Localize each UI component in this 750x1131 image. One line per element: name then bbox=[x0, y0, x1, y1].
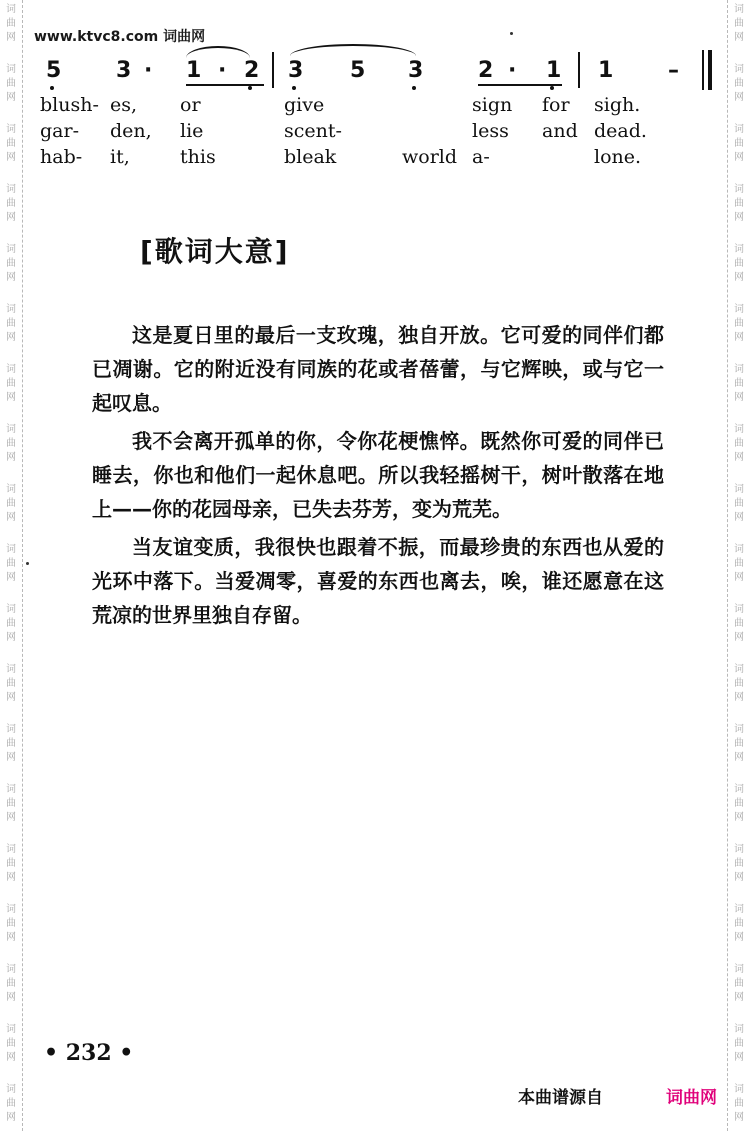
lyric-word: lone. bbox=[594, 146, 642, 168]
rail-watermark-char: 网 bbox=[6, 32, 16, 43]
rail-watermark-char: 词 bbox=[6, 184, 16, 195]
footer-source-label: 本曲谱源自 bbox=[518, 1088, 603, 1108]
rail-watermark-char: 网 bbox=[6, 692, 16, 703]
rail-watermark-char: 网 bbox=[734, 512, 744, 523]
rail-watermark-char: 网 bbox=[734, 272, 744, 283]
rail-watermark-char: 网 bbox=[734, 872, 744, 883]
score-note: 1 bbox=[598, 58, 614, 83]
paragraph: 这是夏日里的最后一支玫瑰，独自开放。它可爱的同伴们都已凋谢。它的附近没有同族的花或者蓓蕾，与它辉映，或与它一起叹息。 bbox=[92, 323, 664, 415]
rail-watermark-char: 词 bbox=[6, 964, 16, 975]
rail-watermark-char: 词 bbox=[734, 484, 744, 495]
rail-watermark-char: 词 bbox=[734, 424, 744, 435]
rail-watermark-char: 词 bbox=[734, 844, 744, 855]
rail-watermark-char: 词 bbox=[6, 784, 16, 795]
score-note: 3 bbox=[288, 58, 304, 83]
rail-watermark-char: 网 bbox=[734, 1052, 744, 1063]
rail-watermark-char: 曲 bbox=[734, 138, 744, 149]
rail-watermark-char: 网 bbox=[6, 812, 16, 823]
score-note: 1 bbox=[186, 58, 202, 83]
rail-watermark-char: 词 bbox=[6, 544, 16, 555]
rail-watermark-char: 曲 bbox=[734, 498, 744, 509]
scan-speck bbox=[510, 32, 513, 35]
lyric-word: world bbox=[402, 146, 458, 168]
lyric-word: lie bbox=[180, 120, 204, 142]
rail-watermark-char: 词 bbox=[734, 964, 744, 975]
rail-watermark-char: 词 bbox=[6, 844, 16, 855]
rail-watermark-char: 网 bbox=[734, 932, 744, 943]
rail-watermark-char: 曲 bbox=[734, 438, 744, 449]
rail-watermark-char: 曲 bbox=[734, 618, 744, 629]
lyric-word: dead. bbox=[594, 120, 647, 142]
slur bbox=[186, 46, 250, 58]
lyric-word: blush- bbox=[40, 94, 99, 116]
rail-watermark-char: 网 bbox=[6, 1052, 16, 1063]
rail-watermark-char: 词 bbox=[6, 64, 16, 75]
octave-dot bbox=[50, 86, 54, 90]
rail-watermark-char: 曲 bbox=[6, 318, 16, 329]
music-score bbox=[38, 40, 728, 180]
rail-watermark-char: 词 bbox=[734, 244, 744, 255]
lyric-word: den, bbox=[110, 120, 152, 142]
rail-watermark-char: 词 bbox=[734, 784, 744, 795]
rail-watermark-char: 曲 bbox=[734, 738, 744, 749]
rail-watermark-char: 网 bbox=[6, 632, 16, 643]
rail-watermark-char: 曲 bbox=[6, 1038, 16, 1049]
barline bbox=[578, 52, 580, 88]
rail-watermark-char: 词 bbox=[6, 4, 16, 15]
rail-watermark-char: 网 bbox=[6, 512, 16, 523]
barline bbox=[702, 50, 704, 90]
lyric-word: hab- bbox=[40, 146, 83, 168]
octave-dot bbox=[292, 86, 296, 90]
rail-watermark-char: 曲 bbox=[734, 858, 744, 869]
rail-watermark-char: 曲 bbox=[734, 1038, 744, 1049]
barline bbox=[272, 52, 274, 88]
scan-speck bbox=[26, 562, 29, 565]
rail-watermark-char: 词 bbox=[734, 64, 744, 75]
rail-watermark-char: 词 bbox=[734, 1084, 744, 1095]
rail-watermark-char: 网 bbox=[734, 992, 744, 1003]
rail-watermark-char: 词 bbox=[6, 1024, 16, 1035]
lyric-word: and bbox=[542, 120, 578, 142]
rail-watermark-char: 词 bbox=[734, 544, 744, 555]
rail-watermark-char: 网 bbox=[734, 452, 744, 463]
rail-watermark-char: 词 bbox=[6, 124, 16, 135]
rail-watermark-char: 网 bbox=[734, 572, 744, 583]
lyrics-meaning-text bbox=[92, 318, 664, 632]
paragraph: 当友谊变质，我很快也跟着不振，而最珍贵的东西也从爱的光环中落下。当爱凋零，喜爱的东西也离去，唉，谁还愿意在这荒凉的世界里独自存留。 bbox=[92, 535, 664, 627]
rail-watermark-char: 网 bbox=[6, 752, 16, 763]
rail-watermark-char: 曲 bbox=[6, 198, 16, 209]
rail-watermark-char: 曲 bbox=[6, 978, 16, 989]
rail-watermark-char: 曲 bbox=[6, 18, 16, 29]
rail-watermark-char: 网 bbox=[6, 212, 16, 223]
score-note: · bbox=[218, 58, 227, 83]
rail-watermark-char: 曲 bbox=[734, 678, 744, 689]
rail-watermark-char: 曲 bbox=[734, 918, 744, 929]
rail-watermark-char: 网 bbox=[734, 812, 744, 823]
rail-watermark-char: 曲 bbox=[6, 1098, 16, 1109]
rail-watermark-char: 曲 bbox=[6, 798, 16, 809]
rail-watermark-char: 词 bbox=[6, 484, 16, 495]
lyric-word: es, bbox=[110, 94, 138, 116]
rail-watermark-char: 曲 bbox=[6, 678, 16, 689]
rail-watermark-char: 曲 bbox=[734, 558, 744, 569]
lyric-word: gar- bbox=[40, 120, 79, 142]
rail-watermark-char: 曲 bbox=[6, 858, 16, 869]
final-barline bbox=[708, 50, 712, 90]
lyric-word: sigh. bbox=[594, 94, 641, 116]
lyric-word: give bbox=[284, 94, 325, 116]
rail-watermark-char: 词 bbox=[6, 244, 16, 255]
rail-watermark-char: 词 bbox=[6, 664, 16, 675]
page-number: • 232 • bbox=[44, 1040, 134, 1066]
rail-watermark-char: 曲 bbox=[734, 978, 744, 989]
octave-dot bbox=[248, 86, 252, 90]
rail-watermark-char: 曲 bbox=[734, 378, 744, 389]
lyric-word: less bbox=[472, 120, 509, 142]
rail-watermark-char: 网 bbox=[6, 1112, 16, 1123]
score-note: 3 bbox=[116, 58, 132, 83]
rail-watermark-char: 网 bbox=[734, 32, 744, 43]
rail-watermark-char: 曲 bbox=[734, 1098, 744, 1109]
rail-watermark-char: 网 bbox=[6, 392, 16, 403]
rail-watermark-char: 网 bbox=[6, 272, 16, 283]
rail-watermark-char: 网 bbox=[6, 92, 16, 103]
rail-watermark-char: 词 bbox=[6, 304, 16, 315]
rail-watermark-char: 网 bbox=[734, 1112, 744, 1123]
rail-watermark-char: 网 bbox=[734, 392, 744, 403]
rail-watermark-char: 词 bbox=[6, 904, 16, 915]
rail-watermark-char: 词 bbox=[734, 904, 744, 915]
beat-underline bbox=[478, 84, 562, 86]
rail-watermark-char: 词 bbox=[734, 124, 744, 135]
score-note: 5 bbox=[46, 58, 62, 83]
rail-watermark-char: 词 bbox=[734, 724, 744, 735]
paragraph: 我不会离开孤单的你，令你花梗憔悴。既然你可爱的同伴已睡去，你也和他们一起休息吧。所以我轻摇树干，树叶散落在地上——你的花园母亲，已失去芬芳，变为荒芜。 bbox=[92, 429, 664, 521]
rail-watermark-char: 曲 bbox=[734, 18, 744, 29]
lyric-word: bleak bbox=[284, 146, 337, 168]
rail-watermark-char: 曲 bbox=[6, 738, 16, 749]
rail-watermark-char: 词 bbox=[6, 1084, 16, 1095]
rail-watermark-char: 网 bbox=[734, 692, 744, 703]
rail-watermark-char: 词 bbox=[6, 724, 16, 735]
section-title: [歌词大意] bbox=[140, 235, 290, 268]
rail-watermark-char: 网 bbox=[734, 92, 744, 103]
score-note: – bbox=[668, 58, 679, 83]
rail-watermark-char: 曲 bbox=[734, 198, 744, 209]
rail-watermark-char: 网 bbox=[6, 932, 16, 943]
rail-watermark-char: 曲 bbox=[734, 78, 744, 89]
rail-watermark-char: 曲 bbox=[6, 498, 16, 509]
beat-underline bbox=[186, 84, 264, 86]
rail-watermark-char: 曲 bbox=[6, 558, 16, 569]
rail-watermark-char: 词 bbox=[734, 4, 744, 15]
rail-watermark-char: 曲 bbox=[6, 138, 16, 149]
lyric-word: a- bbox=[472, 146, 490, 168]
octave-dot bbox=[412, 86, 416, 90]
rail-watermark-char: 网 bbox=[6, 452, 16, 463]
rail-watermark-char: 词 bbox=[6, 604, 16, 615]
lyric-word: for bbox=[542, 94, 570, 116]
score-note: 5 bbox=[350, 58, 366, 83]
rail-watermark-char: 曲 bbox=[6, 258, 16, 269]
rail-watermark-char: 词 bbox=[734, 184, 744, 195]
rail-watermark-char: 网 bbox=[6, 572, 16, 583]
rail-watermark-char: 网 bbox=[734, 152, 744, 163]
lyric-word: or bbox=[180, 94, 201, 116]
rail-watermark-char: 词 bbox=[734, 604, 744, 615]
rail-watermark-char: 网 bbox=[6, 872, 16, 883]
score-note: 2 bbox=[478, 58, 494, 83]
lyric-word: this bbox=[180, 146, 216, 168]
score-note: 3 bbox=[408, 58, 424, 83]
score-note: 2 bbox=[244, 58, 260, 83]
right-margin-rail bbox=[727, 0, 750, 1131]
lyric-word: sign bbox=[472, 94, 513, 116]
rail-watermark-char: 词 bbox=[734, 664, 744, 675]
rail-watermark-char: 曲 bbox=[6, 438, 16, 449]
rail-watermark-char: 网 bbox=[6, 332, 16, 343]
rail-watermark-char: 网 bbox=[734, 212, 744, 223]
rail-watermark-char: 曲 bbox=[6, 378, 16, 389]
rail-watermark-char: 词 bbox=[6, 424, 16, 435]
lyric-word: it, bbox=[110, 146, 130, 168]
rail-watermark-char: 曲 bbox=[6, 918, 16, 929]
score-note: · bbox=[508, 58, 517, 83]
rail-watermark-char: 曲 bbox=[6, 618, 16, 629]
rail-watermark-char: 网 bbox=[6, 992, 16, 1003]
rail-watermark-char: 网 bbox=[734, 332, 744, 343]
rail-watermark-char: 网 bbox=[6, 152, 16, 163]
rail-watermark-char: 词 bbox=[734, 1024, 744, 1035]
rail-watermark-char: 曲 bbox=[734, 318, 744, 329]
site-url: www.ktvc8.com bbox=[34, 29, 159, 45]
site-name: 词曲网 bbox=[163, 29, 206, 45]
rail-watermark-char: 曲 bbox=[734, 798, 744, 809]
rail-watermark-char: 词 bbox=[734, 364, 744, 375]
rail-watermark-char: 网 bbox=[734, 752, 744, 763]
left-margin-rail bbox=[0, 0, 23, 1131]
rail-watermark-char: 网 bbox=[734, 632, 744, 643]
rail-watermark-char: 词 bbox=[734, 304, 744, 315]
rail-watermark-char: 曲 bbox=[734, 258, 744, 269]
lyric-word: scent- bbox=[284, 120, 342, 142]
rail-watermark-char: 曲 bbox=[6, 78, 16, 89]
rail-watermark-char: 词 bbox=[6, 364, 16, 375]
score-note: 1 bbox=[546, 58, 562, 83]
octave-dot bbox=[550, 86, 554, 90]
score-note: · bbox=[144, 58, 153, 83]
slur bbox=[290, 44, 416, 56]
footer-brand-link[interactable]: 词曲网 bbox=[666, 1088, 717, 1108]
